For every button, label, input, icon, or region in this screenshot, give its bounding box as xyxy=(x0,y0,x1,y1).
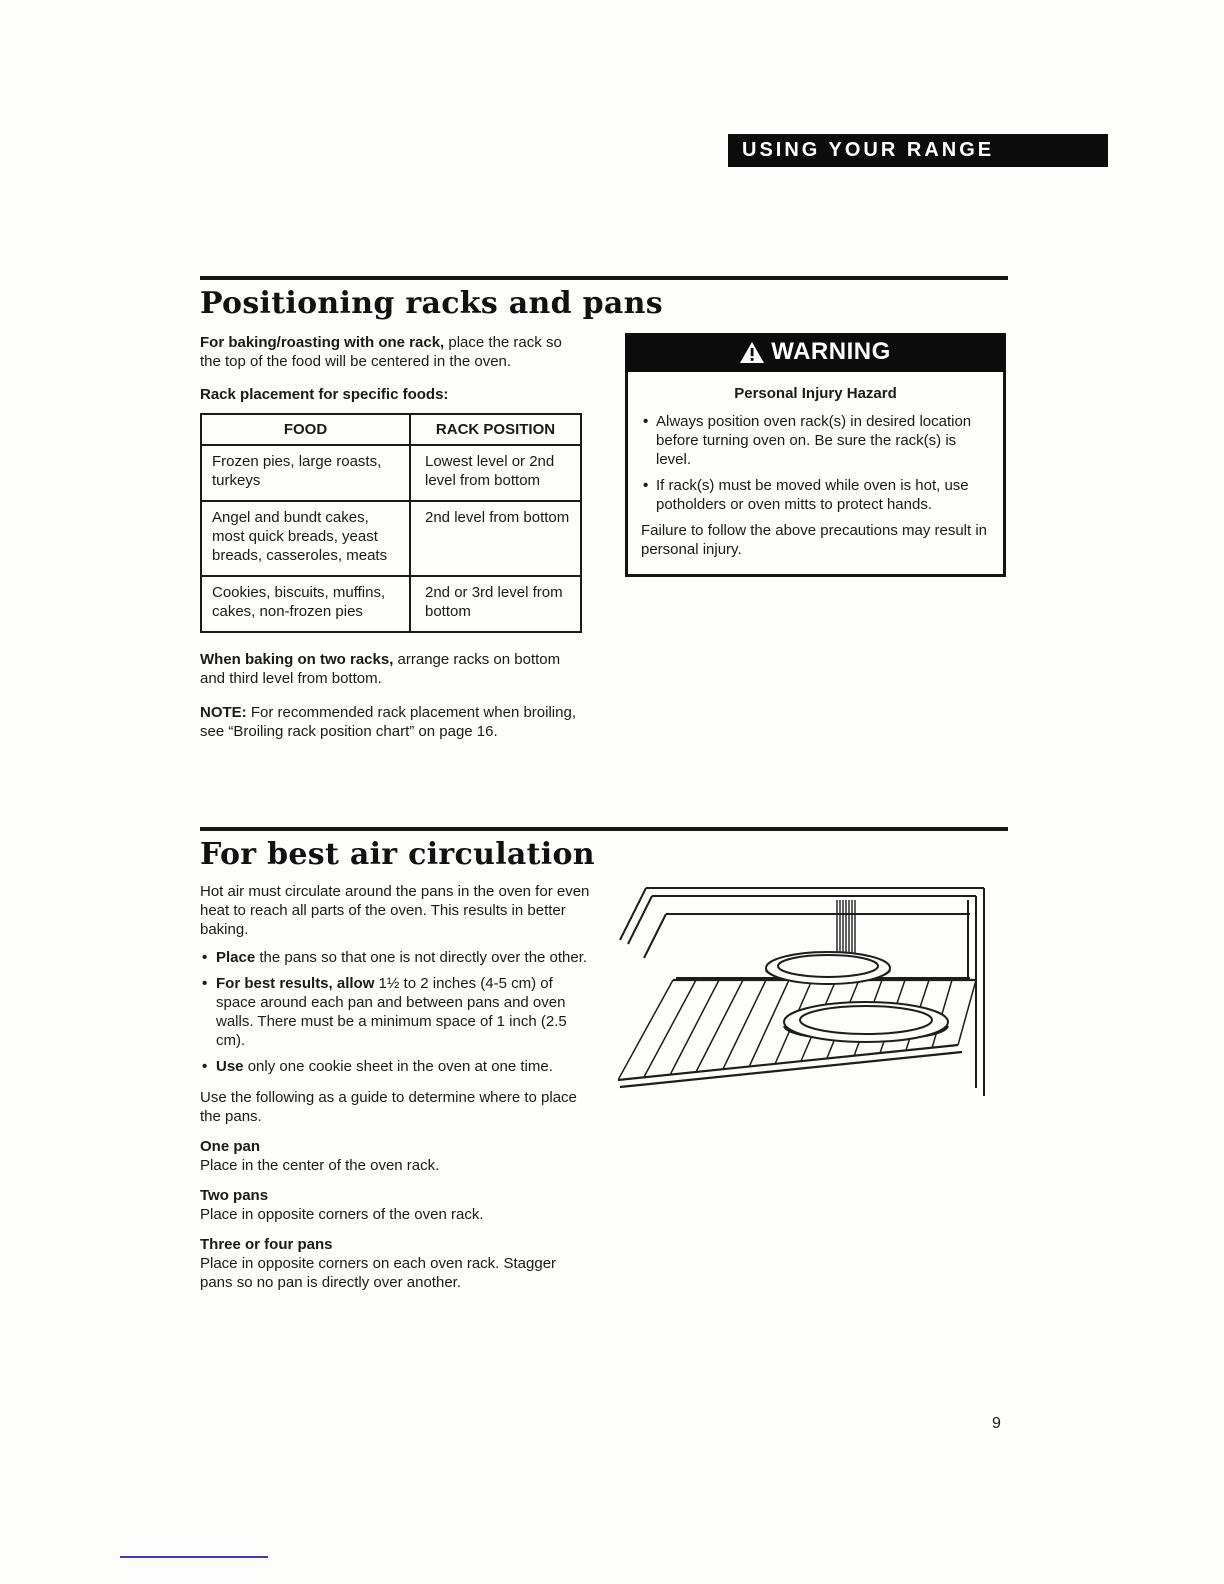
warning-header xyxy=(625,333,1006,372)
pan-guide-one xyxy=(200,1137,592,1175)
table-row xyxy=(201,576,581,632)
two-racks-lead: When baking on two racks, xyxy=(200,651,394,668)
section1-left-column xyxy=(200,333,586,741)
air-bullet xyxy=(200,1057,592,1076)
pan-guide-text: Place in the center of the oven rack. xyxy=(200,1157,440,1174)
intro-paragraph xyxy=(200,333,586,371)
food-cell: Angel and bundt cakes, most quick breads, yeast breads, casseroles, meats xyxy=(201,501,410,576)
warning-body xyxy=(625,372,1006,577)
table-header-row xyxy=(201,414,581,445)
section2-title: For best air circulation xyxy=(200,837,595,872)
pan-guide-text: Place in opposite corners of the oven rack. xyxy=(200,1206,484,1223)
section-divider xyxy=(200,827,1008,831)
intro-lead: For baking/roasting with one rack, xyxy=(200,334,445,351)
rack-placement-table xyxy=(200,413,582,633)
warning-bullet-list xyxy=(641,412,990,514)
pan-guide-heading: One pan xyxy=(200,1138,261,1155)
section1-title: Positioning racks and pans xyxy=(200,286,663,321)
bullet-lead: Use xyxy=(216,1058,244,1075)
air-bullet xyxy=(200,948,592,967)
pan-guide-three-four xyxy=(200,1235,592,1292)
warning-box xyxy=(625,333,1006,577)
column-header-food: FOOD xyxy=(201,414,410,445)
note-rest: For recommended rack placement when broiling, see “Broiling rack position chart” on page 16. xyxy=(200,704,576,740)
page-number: 9 xyxy=(992,1415,1001,1432)
bullet-lead: For best results, allow xyxy=(216,975,375,992)
bullet-rest: the pans so that one is not directly over the other. xyxy=(255,949,588,966)
pan-guide-heading: Three or four pans xyxy=(200,1236,333,1253)
rack-position-cell: 2nd or 3rd level from bottom xyxy=(410,576,581,632)
pan-guide-text: Place in opposite corners on each oven rack. Stagger pans so no pan is directly over another. xyxy=(200,1255,557,1291)
bullet-lead: Place xyxy=(216,949,256,966)
air-bullet xyxy=(200,974,592,1050)
warning-footer: Failure to follow the above precautions may result in personal injury. xyxy=(641,522,988,558)
table-label: Rack placement for specific foods: xyxy=(200,386,449,403)
bullet-rest: 1½ to 2 inches (4-5 cm) of space around each pan and between pans and oven walls. There must be a minimum space of 1 inch (2.5 cm). xyxy=(216,975,567,1049)
pan-guide-two xyxy=(200,1186,592,1224)
section-positioning-racks xyxy=(200,276,1008,741)
pan-guide-heading: Two pans xyxy=(200,1187,269,1204)
table-row xyxy=(201,501,581,576)
rack-position-cell: Lowest level or 2nd level from bottom xyxy=(410,445,581,501)
air-bullet-list xyxy=(200,948,592,1076)
section-banner: USING YOUR RANGE xyxy=(728,134,1108,167)
two-racks-rest: arrange racks on bottom and third level from bottom. xyxy=(200,651,561,687)
food-cell: Frozen pies, large roasts, turkeys xyxy=(201,445,410,501)
air-intro-paragraph: Hot air must circulate around the pans in the oven for even heat to reach all parts of the oven. This results in better baking. xyxy=(200,883,590,938)
warning-subtitle: Personal Injury Hazard xyxy=(734,385,897,402)
bullet-rest: only one cookie sheet in the oven at one time. xyxy=(243,1058,553,1075)
note-paragraph xyxy=(200,703,586,741)
warning-header-label: WARNING xyxy=(771,338,891,365)
food-cell: Cookies, biscuits, muffins, cakes, non-frozen pies xyxy=(201,576,410,632)
warning-triangle-icon xyxy=(740,342,764,363)
warning-bullet: • Always position oven rack(s) in desired location before turning oven on. Be sure the rack(s) is level. xyxy=(641,412,990,469)
oven-rack-illustration xyxy=(618,880,990,1115)
bottom-margin-line xyxy=(120,1556,268,1558)
section-divider xyxy=(200,276,1008,280)
section-air-circulation xyxy=(200,827,1008,1292)
note-lead: NOTE: xyxy=(200,704,247,721)
two-racks-paragraph xyxy=(200,650,586,688)
table-row xyxy=(201,445,581,501)
column-header-rack-position: RACK POSITION xyxy=(410,414,581,445)
section2-left-column xyxy=(200,882,592,1292)
rack-position-cell: 2nd level from bottom xyxy=(410,501,581,576)
intro-rest: place the rack so the top of the food will be centered in the oven. xyxy=(200,334,562,370)
guide-text: Use the following as a guide to determine where to place the pans. xyxy=(200,1089,577,1125)
warning-bullet: • If rack(s) must be moved while oven is hot, use potholders or oven mitts to protect hands. xyxy=(641,476,990,514)
